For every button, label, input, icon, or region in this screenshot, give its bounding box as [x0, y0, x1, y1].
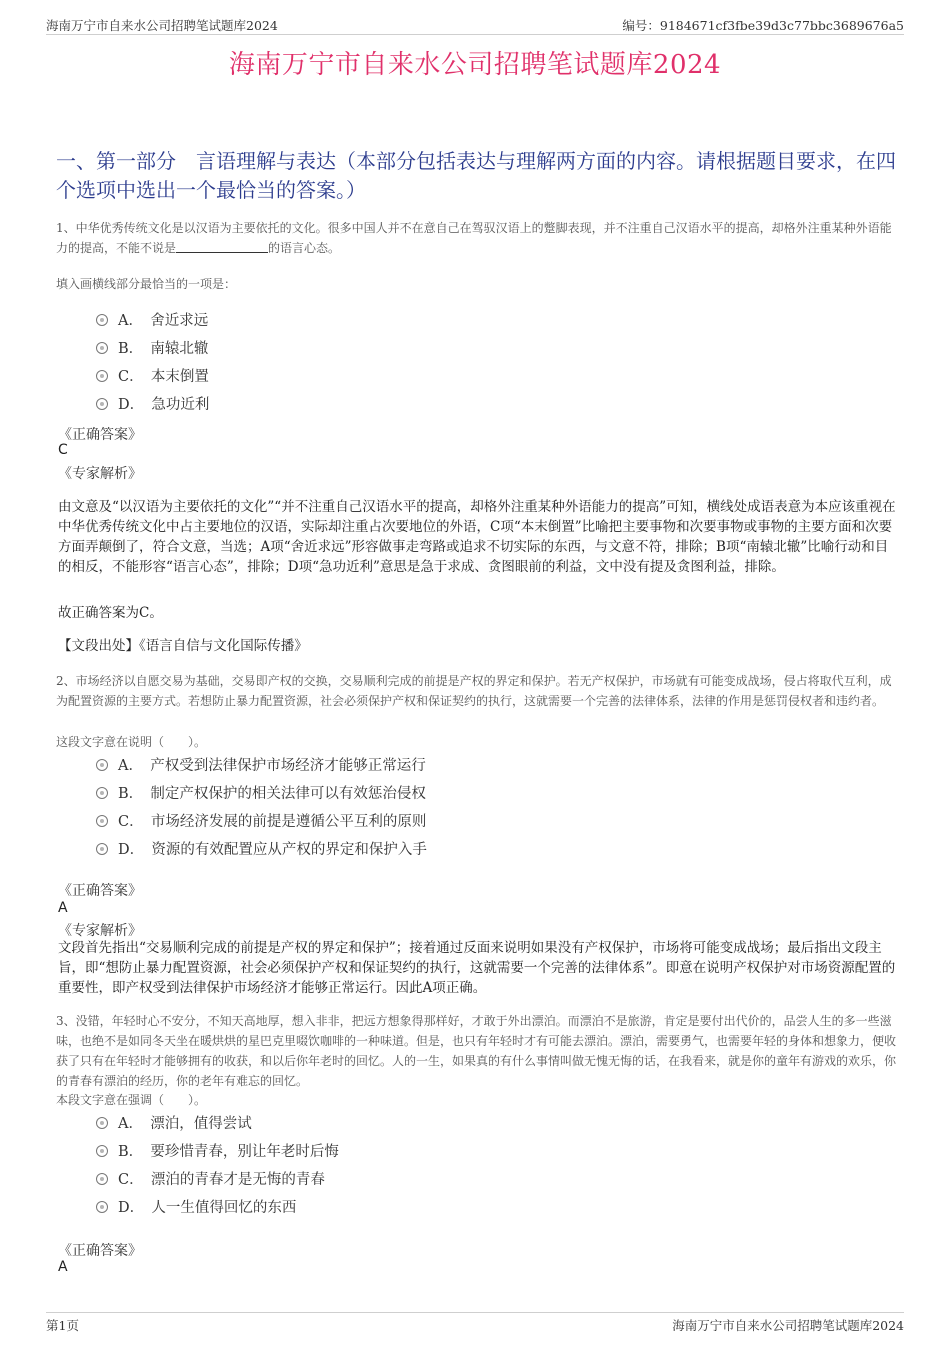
- radio-icon[interactable]: [96, 787, 108, 799]
- radio-icon[interactable]: [96, 1145, 108, 1157]
- question-1-analysis: 由文意及“以汉语为主要依托的文化”“并不注重自己汉语水平的提高，却格外注重某种外语能力的提高”可知，横线处成语表意为本应该重视在中华优秀传统文化中占主要地位的汉语，实际却注重占次要地位的外语，C项“本末倒置”比喻把主要事物和次要事物或事物的主要方面和次要方面弄颠倒了，符合文意，当选；A项“舍近求远”形容做事走弯路或追求不切实际的东西，与文意不符，排除；B项“南辕北辙”比喻行动和目的相反，不能形容“语言心态”，排除；D项“急功近利”意思是急于求成、贪图眼前的利益，文中没有提及贪图利益，排除。: [58, 499, 896, 575]
- question-2-stem: 2、市场经济以自愿交易为基础，交易即产权的交换，交易顺利完成的前提是产权的界定和保护。若无产权保护，市场就有可能变成战场，侵占将取代互利，成为配置资源的主要方式。若想防止暴力配置资源，社会必须保护产权和保证契约的执行，这就需要一个完善的法律体系，法律的作用是惩罚侵权者和违约者。: [56, 674, 892, 708]
- radio-icon[interactable]: [96, 342, 108, 354]
- question-1-answer: C: [58, 442, 68, 458]
- question-3-answer-label: 《正确答案》: [58, 1243, 142, 1259]
- question-1-analysis-label: 《专家解析》: [58, 466, 142, 482]
- question-3-stem: 3、没错，年轻时心不安分，不知天高地厚，想入非非，把远方想象得那样好，才敢于外出漂泊。而漂泊不是旅游，肯定是要付出代价的，品尝人生的多一些滋味，也绝不是如同冬天坐在暖烘烘的星巴克里啜饮咖啡的一种味道。但是，也只有年轻时才有可能去漂泊。漂泊，需要勇气，也需要年轻的身体和想象力，便收获了只有在年轻时才能够拥有的收获，和以后你年老时的回忆。人的一生，如果真的有什么事情叫做无愧无悔的话，在我看来，就是你的童年有游戏的欢乐，你的青春有漂泊的经历，你的老年有难忘的回忆。: [56, 1014, 897, 1088]
- radio-icon[interactable]: [96, 314, 108, 326]
- page-header: [46, 14, 904, 35]
- page-title: 海南万宁市自来水公司招聘笔试题库2024: [228, 50, 722, 80]
- radio-icon[interactable]: [96, 815, 108, 827]
- section-title: 一、第一部分 言语理解与表达（本部分包括表达与理解两方面的内容。请根据题目要求，在四个选项中选出一个最恰当的答案。）: [56, 149, 896, 202]
- question-2-answer-label: 《正确答案》: [58, 883, 142, 899]
- question-1-text-end: 的语言心态。: [268, 241, 341, 255]
- question-2-analysis: 文段首先指出“交易顺利完成的前提是产权的界定和保护”；接着通过反面来说明如果没有产权保护，市场将可能变成战场；最后指出文段主旨，即“想防止暴力配置资源，社会必须保护产权和保证契约的执行，这就需要一个完善的法律体系”。即意在说明产权保护对市场资源配置的重要性，即产权受到法律保护市场经济才能够正常运行。因此A项正确。: [58, 940, 896, 996]
- question-1-stem: [56, 218, 896, 258]
- question-2-prompt: 这段文字意在说明（ ）。: [56, 735, 207, 749]
- radio-icon[interactable]: [96, 370, 108, 382]
- question-1-text: 1、中华优秀传统文化是以汉语为主要依托的文化。很多中国人并不在意自己在驾驭汉语上的蹩脚表现，并不注重自己汉语水平的提高，却格外注重某种外语能力的提高，不能不说是: [56, 221, 892, 255]
- radio-icon[interactable]: [96, 1201, 108, 1213]
- page-footer: [46, 1312, 904, 1333]
- header-doc-id: 编号：9184671cf3fbe39d3c77bbc3689676a5: [622, 18, 904, 33]
- question-1-answer-label: 《正确答案》: [58, 427, 142, 443]
- radio-icon[interactable]: [96, 759, 108, 771]
- radio-icon[interactable]: [96, 843, 108, 855]
- question-3-prompt: 本段文字意在强调（ ）。: [56, 1093, 207, 1107]
- question-3-answer: A: [58, 1259, 68, 1275]
- radio-icon[interactable]: [96, 1117, 108, 1129]
- header-doc-title: 海南万宁市自来水公司招聘笔试题库2024: [46, 18, 278, 33]
- question-2-analysis-label: 《专家解析》: [58, 923, 142, 939]
- radio-icon[interactable]: [96, 1173, 108, 1185]
- question-1-source: 【文段出处】《语言自信与文化国际传播》: [58, 638, 308, 654]
- radio-icon[interactable]: [96, 398, 108, 410]
- page-number: 第1页: [46, 1318, 79, 1333]
- question-1-prompt: 填入画横线部分最恰当的一项是：: [56, 277, 237, 291]
- footer-doc-title: 海南万宁市自来水公司招聘笔试题库2024: [672, 1318, 904, 1333]
- question-1-conclusion: 故正确答案为C。: [58, 605, 163, 621]
- answer-blank: [176, 240, 268, 253]
- question-2-answer: A: [58, 900, 68, 916]
